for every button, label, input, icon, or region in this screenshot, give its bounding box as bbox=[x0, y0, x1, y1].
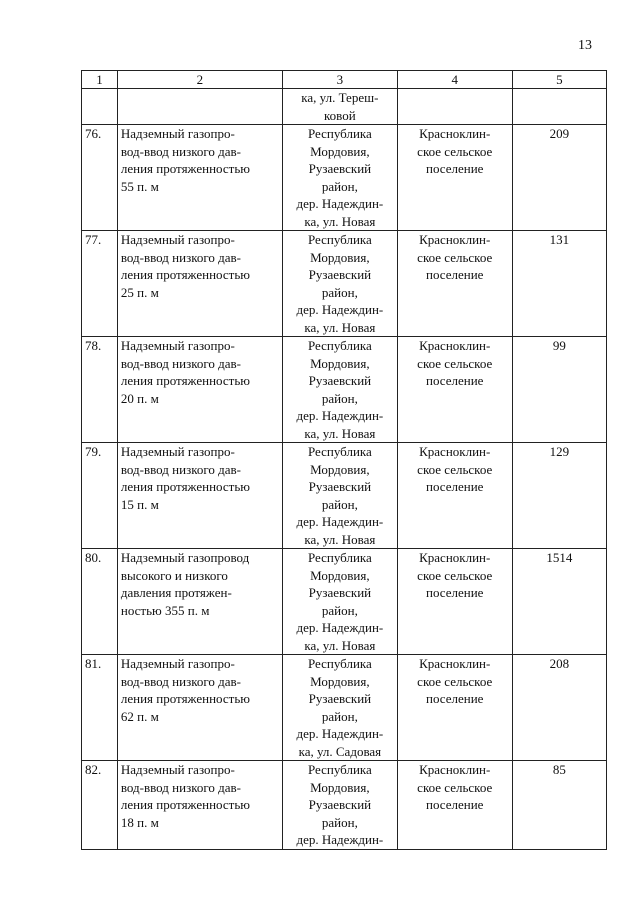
continuation-value-cell bbox=[512, 89, 606, 125]
row-number-cell: 77. bbox=[82, 231, 118, 337]
object-description-cell bbox=[117, 549, 282, 655]
location-line: Рузаевский bbox=[308, 585, 372, 600]
description-line: Надземный газопро- bbox=[120, 338, 235, 353]
description-line: вод-ввод низкого дав- bbox=[120, 779, 241, 795]
value-cell: 209 bbox=[512, 125, 606, 231]
owner-line: Красноклин- bbox=[419, 126, 491, 141]
location-line: ка, ул. Новая bbox=[304, 531, 376, 547]
location-line: дер. Надеждин- bbox=[296, 302, 384, 317]
owner-line: Красноклин- bbox=[419, 338, 491, 353]
location-line: район, bbox=[321, 814, 358, 830]
owner-line: Красноклин- bbox=[419, 444, 491, 459]
object-location-cell bbox=[282, 231, 397, 337]
description-line: 25 п. м bbox=[120, 284, 159, 300]
location-line: район, bbox=[321, 390, 358, 406]
table-row bbox=[82, 337, 607, 443]
table-row bbox=[82, 443, 607, 549]
owner-cell bbox=[397, 337, 512, 443]
table-row bbox=[82, 549, 607, 655]
row-number-cell: 82. bbox=[82, 761, 118, 850]
location-line: ковой bbox=[324, 107, 356, 123]
owner-cell bbox=[397, 549, 512, 655]
owner-cell bbox=[397, 761, 512, 850]
object-description-cell bbox=[117, 125, 282, 231]
owner-line: поселение bbox=[426, 373, 484, 388]
location-line: Мордовия, bbox=[310, 461, 370, 477]
owner-line: ское сельское bbox=[417, 461, 493, 477]
location-line: Мордовия, bbox=[310, 673, 370, 689]
description-line: 15 п. м bbox=[120, 496, 159, 512]
description-line: ления протяженностью bbox=[120, 691, 250, 706]
location-line: Рузаевский bbox=[308, 161, 372, 176]
owner-cell bbox=[397, 443, 512, 549]
owner-line: Красноклин- bbox=[419, 762, 491, 777]
object-location-cell bbox=[282, 125, 397, 231]
location-line: дер. Надеждин- bbox=[296, 514, 384, 529]
location-line: ка, ул. Новая bbox=[304, 637, 376, 653]
description-line: Надземный газопро- bbox=[120, 232, 235, 247]
description-line: ления протяженностью bbox=[120, 797, 250, 812]
location-line: Рузаевский bbox=[308, 267, 372, 282]
value-cell: 85 bbox=[512, 761, 606, 850]
location-line: Мордовия, bbox=[310, 779, 370, 795]
location-line: Республика bbox=[307, 338, 372, 353]
location-line: Мордовия, bbox=[310, 143, 370, 159]
description-line: вод-ввод низкого дав- bbox=[120, 461, 241, 477]
row-number-cell: 81. bbox=[82, 655, 118, 761]
owner-line: ское сельское bbox=[417, 567, 493, 583]
description-line: вод-ввод низкого дав- bbox=[120, 355, 241, 371]
row-number-cell: 79. bbox=[82, 443, 118, 549]
table-row bbox=[82, 655, 607, 761]
table-row bbox=[82, 231, 607, 337]
owner-cell bbox=[397, 231, 512, 337]
value-cell: 208 bbox=[512, 655, 606, 761]
owner-line: поселение bbox=[426, 797, 484, 812]
object-location-cell bbox=[282, 655, 397, 761]
column-number-header-row bbox=[82, 71, 607, 89]
description-line: вод-ввод низкого дав- bbox=[120, 673, 241, 689]
column-header-5: 5 bbox=[512, 71, 606, 89]
location-line: Республика bbox=[307, 126, 372, 141]
location-line: район, bbox=[321, 178, 358, 194]
object-location-cell bbox=[282, 549, 397, 655]
location-line: дер. Надеждин- bbox=[296, 726, 384, 741]
location-line: Мордовия, bbox=[310, 249, 370, 265]
object-location-cell bbox=[282, 761, 397, 850]
continuation-desc-cell bbox=[117, 89, 282, 125]
location-line: ка, ул. Тереш- bbox=[301, 90, 379, 105]
location-line: Рузаевский bbox=[308, 691, 372, 706]
location-line: район, bbox=[321, 496, 358, 512]
location-line: ка, ул. Садовая bbox=[298, 743, 382, 759]
property-registry-table bbox=[81, 70, 607, 850]
object-description-cell bbox=[117, 655, 282, 761]
object-location-cell bbox=[282, 337, 397, 443]
location-line: дер. Надеждин- bbox=[296, 620, 384, 635]
object-description-cell bbox=[117, 443, 282, 549]
owner-line: поселение bbox=[426, 161, 484, 176]
continuation-location-cell bbox=[282, 89, 397, 125]
owner-line: ское сельское bbox=[417, 143, 493, 159]
owner-line: поселение bbox=[426, 479, 484, 494]
description-line: Надземный газопро- bbox=[120, 444, 235, 459]
location-line: Рузаевский bbox=[308, 479, 372, 494]
owner-line: ское сельское bbox=[417, 779, 493, 795]
location-line: дер. Надеждин- bbox=[296, 196, 384, 211]
row-number-cell: 76. bbox=[82, 125, 118, 231]
location-line: дер. Надеждин- bbox=[296, 408, 384, 423]
value-cell: 131 bbox=[512, 231, 606, 337]
owner-line: поселение bbox=[426, 585, 484, 600]
description-line: Надземный газопро- bbox=[120, 126, 235, 141]
location-line: ка, ул. Новая bbox=[304, 319, 376, 335]
owner-cell bbox=[397, 125, 512, 231]
owner-line: ское сельское bbox=[417, 673, 493, 689]
description-line: ления протяженностью bbox=[120, 267, 250, 282]
row-number-cell: 80. bbox=[82, 549, 118, 655]
column-header-3: 3 bbox=[282, 71, 397, 89]
location-line: ка, ул. Новая bbox=[304, 213, 376, 229]
continuation-owner-cell bbox=[397, 89, 512, 125]
owner-cell bbox=[397, 655, 512, 761]
owner-line: Красноклин- bbox=[419, 656, 491, 671]
value-cell: 1514 bbox=[512, 549, 606, 655]
description-line: Надземный газопро- bbox=[120, 762, 235, 777]
column-header-2: 2 bbox=[117, 71, 282, 89]
location-line: Республика bbox=[307, 232, 372, 247]
owner-line: Красноклин- bbox=[419, 232, 491, 247]
description-line: Надземный газопровод bbox=[120, 550, 250, 565]
location-line: Рузаевский bbox=[308, 797, 372, 812]
location-line: Республика bbox=[307, 762, 372, 777]
object-location-cell bbox=[282, 443, 397, 549]
location-line: район, bbox=[321, 602, 358, 618]
description-line: ления протяженностью bbox=[120, 161, 250, 176]
object-description-cell bbox=[117, 231, 282, 337]
location-line: Мордовия, bbox=[310, 567, 370, 583]
location-line: Мордовия, bbox=[310, 355, 370, 371]
description-line: вод-ввод низкого дав- bbox=[120, 143, 241, 159]
location-line: район, bbox=[321, 284, 358, 300]
description-line: 62 п. м bbox=[120, 708, 159, 724]
description-line: ления протяженностью bbox=[120, 479, 250, 494]
value-cell: 129 bbox=[512, 443, 606, 549]
page-number: 13 bbox=[578, 38, 592, 53]
location-line: Республика bbox=[307, 550, 372, 565]
location-line: ка, ул. Новая bbox=[304, 425, 376, 441]
owner-line: ское сельское bbox=[417, 355, 493, 371]
column-header-1: 1 bbox=[82, 71, 118, 89]
table-row bbox=[82, 125, 607, 231]
location-line: Республика bbox=[307, 444, 372, 459]
table-body bbox=[82, 71, 607, 850]
row-number-cell: 78. bbox=[82, 337, 118, 443]
description-line: давления протяжен- bbox=[120, 585, 232, 600]
description-line: 20 п. м bbox=[120, 390, 159, 406]
object-description-cell bbox=[117, 337, 282, 443]
description-line: вод-ввод низкого дав- bbox=[120, 249, 241, 265]
table-row bbox=[82, 761, 607, 850]
location-line: Республика bbox=[307, 656, 372, 671]
owner-line: поселение bbox=[426, 267, 484, 282]
description-line: ления протяженностью bbox=[120, 373, 250, 388]
description-line: высокого и низкого bbox=[120, 567, 228, 583]
continuation-num-cell bbox=[82, 89, 118, 125]
description-line: Надземный газопро- bbox=[120, 656, 235, 671]
object-description-cell bbox=[117, 761, 282, 850]
column-header-4: 4 bbox=[397, 71, 512, 89]
description-line: 18 п. м bbox=[120, 814, 159, 830]
location-line: Рузаевский bbox=[308, 373, 372, 388]
continuation-row bbox=[82, 89, 607, 125]
value-cell: 99 bbox=[512, 337, 606, 443]
location-line: район, bbox=[321, 708, 358, 724]
description-line: 55 п. м bbox=[120, 178, 159, 194]
owner-line: Красноклин- bbox=[419, 550, 491, 565]
location-line: дер. Надеждин- bbox=[296, 832, 384, 847]
owner-line: ское сельское bbox=[417, 249, 493, 265]
owner-line: поселение bbox=[426, 691, 484, 706]
description-line: ностью 355 п. м bbox=[120, 602, 210, 618]
